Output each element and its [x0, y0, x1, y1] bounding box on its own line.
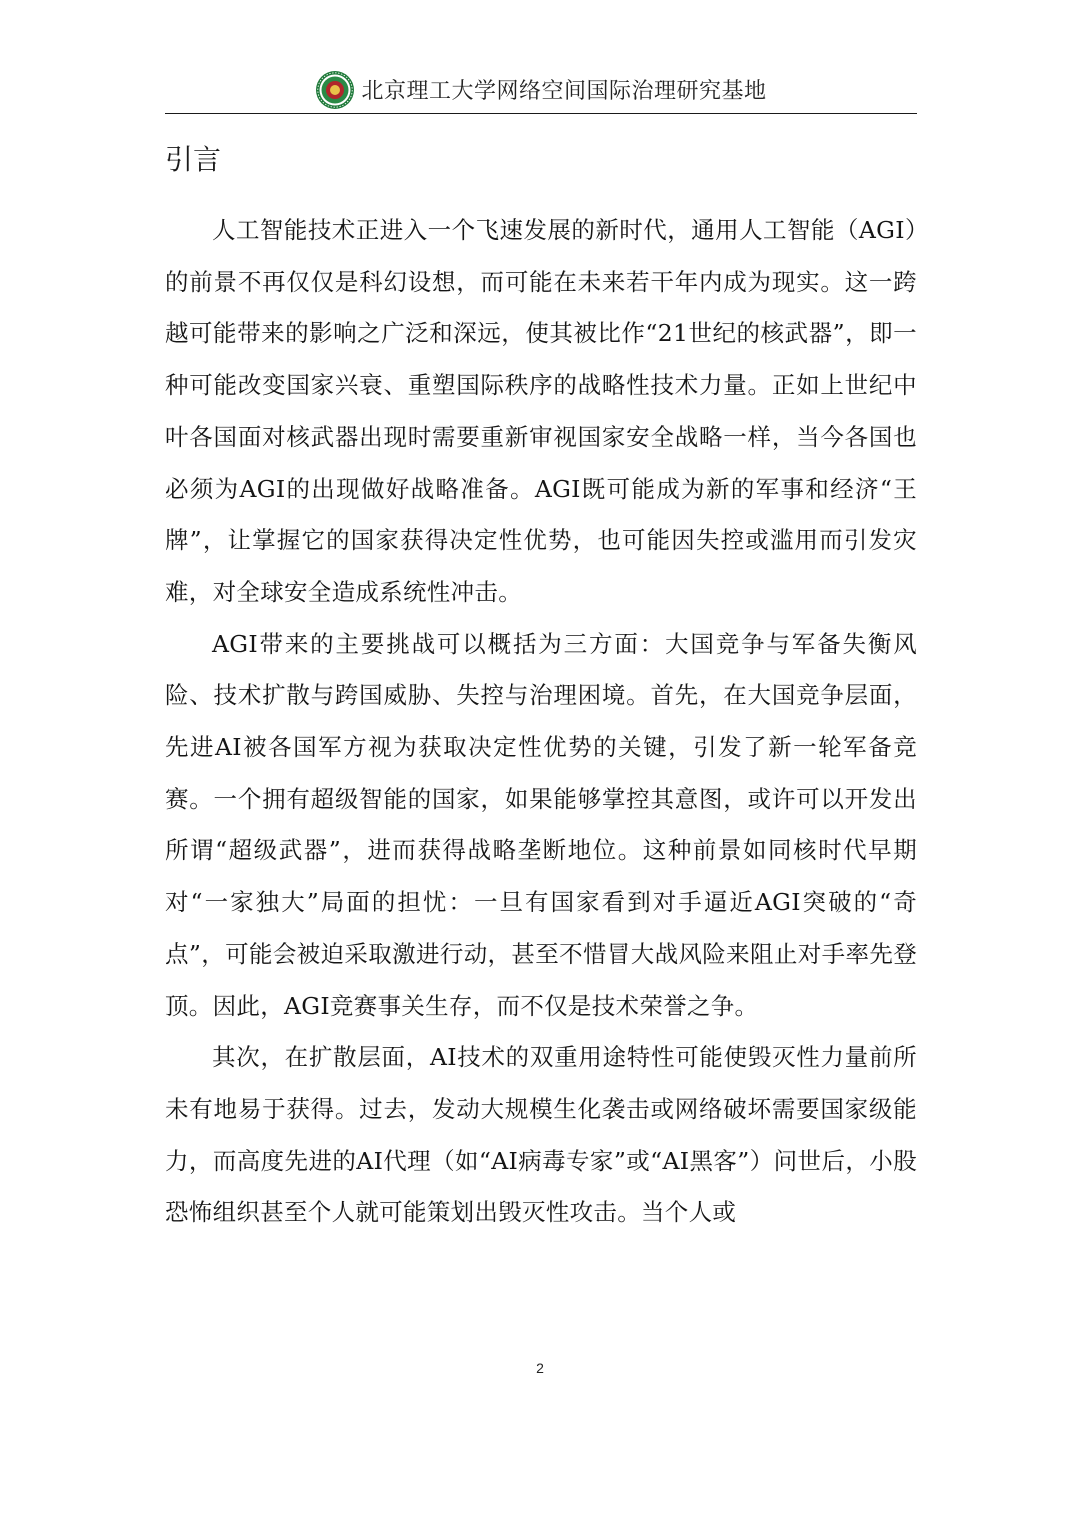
page-header [165, 66, 917, 114]
university-seal-icon [315, 70, 355, 110]
page-number: 2 [536, 1360, 544, 1376]
paragraph-2: AGI带来的主要挑战可以概括为三方面：大国竞争与军备失衡风险、技术扩散与跨国威胁、失控与治理困境。首先，在大国竞争层面，先进AI被各国军方视为获取决定性优势的关键，引发了新一轮军备竞赛。一个拥有超级智能的国家，如果能够掌控其意图，或许可以开发出所谓“超级武器”，进而获得战略垄断地位。这种前景如同核时代早期对“一家独大”局面的担忧：一旦有国家看到对手逼近AGI突破的“奇点”，可能会被迫采取激进行动，甚至不惜冒大战风险来阻止对手率先登顶。因此，AGI竞赛事关生存，而不仅是技术荣誉之争。 [165, 629, 917, 1020]
section-heading: 引言 [165, 143, 222, 176]
paragraph-3: 其次，在扩散层面，AI技术的双重用途特性可能使毁灭性力量前所未有地易于获得。过去，发动大规模生化袭击或网络破坏需要国家级能力，而高度先进的AI代理（如“AI病毒专家”或“AI黑客”）问世后，小股恐怖组织甚至个人就可能策划出毁灭性攻击。当个人或 [165, 1043, 917, 1227]
body-text [165, 205, 917, 1239]
paragraph-1: 人工智能技术正进入一个飞速发展的新时代，通用人工智能（AGI）的前景不再仅仅是科幻设想，而可能在未来若干年内成为现实。这一跨越可能带来的影响之广泛和深远，使其被比作“21世纪的核武器”，即一种可能改变国家兴衰、重塑国际秩序的战略性技术力量。正如上世纪中叶各国面对核武器出现时需要重新审视国家安全战略一样，当今各国也必须为AGI的出现做好战略准备。AGI既可能成为新的军事和经济“王牌”，让掌握它的国家获得决定性优势，也可能因失控或滥用而引发灾难，对全球安全造成系统性冲击。 [165, 216, 917, 606]
header-title: 北京理工大学网络空间国际治理研究基地 [361, 79, 767, 104]
